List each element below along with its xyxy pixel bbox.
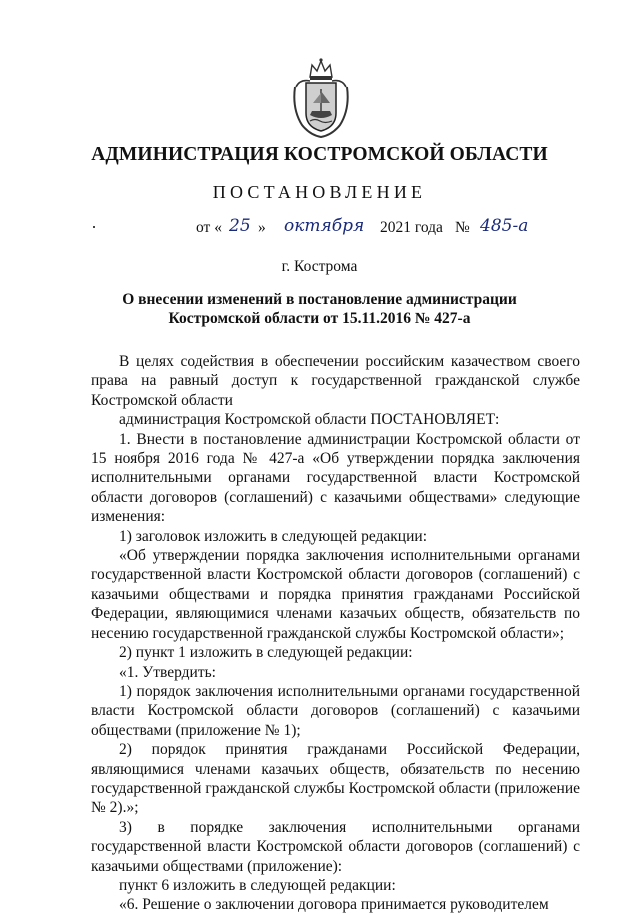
paragraph: 1) заголовок изложить в следующей редакции: (119, 527, 427, 545)
title-line: Костромской области от 15.11.2016 № 427-а (168, 310, 471, 327)
date-year: 2021 года (380, 219, 443, 236)
paragraph: администрация Костромской области ПОСТАНОВЛЯЕТ: (119, 411, 500, 429)
paragraph: «6. Решение о заключении договора принимается руководителем (119, 896, 549, 914)
date-day-handwritten: 25 (229, 216, 251, 236)
paragraph: «Об утверждении порядка заключения исполнительными органами государственной власти Костромской области договоров (соглашений) с казачьими обществами и порядка принятия гражданами Российской Федерации, являющимися членами казачьих обществ, обязательств по несению государственной гражданской службы Костромской области»; (91, 547, 580, 642)
paragraph: «1. Утвердить: (119, 663, 216, 681)
paragraph: 3) в порядке заключения исполнительными органами государственной власти Костромской области договоров (соглашений) с казачьими обществами (приложение): (91, 818, 580, 875)
number-sign: № (455, 219, 470, 236)
city: г. Кострома (281, 258, 358, 275)
paragraph: 1. Внести в постановление администрации Костромской области от 15 ноября 2016 года № 427-а «Об утверждении порядка заключения исполнительными органами государственной власти Костромской области договоров (соглашений) с казачьими обществами» следующие изменения: (91, 430, 580, 526)
scan-mark (93, 226, 95, 228)
document-title (0, 290, 639, 328)
document-type: ПОСТАНОВЛЕНИЕ (212, 182, 427, 202)
paragraph: пункт 6 изложить в следующей редакции: (119, 876, 396, 894)
title-line: О внесении изменений в постановление администрации (122, 291, 517, 308)
date-prefix: от « (196, 219, 222, 236)
doc-number-handwritten: 485-а (480, 216, 529, 236)
document-body (91, 352, 580, 915)
date-close-quote: » (258, 219, 266, 236)
date-month-handwritten: октября (284, 216, 365, 236)
paragraph: В целях содействия в обеспечении российским казачеством своего права на равный доступ к государственной гражданской службе Костромской области (91, 353, 580, 409)
organization-name: АДМИНИСТРАЦИЯ КОСТРОМСКОЙ ОБЛАСТИ (91, 144, 548, 165)
paragraph: 2) порядок принятия гражданами Российской Федерации, являющимися членами казачьих обществ, обязательств по несению государственной гражданской службы Костромской области (приложение № 2).»; (91, 741, 580, 817)
paragraph: 1) порядок заключения исполнительными органами государственной власти Костромской области договоров (соглашений) с казачьими обществами (приложение № 1); (91, 682, 580, 739)
coat-of-arms-icon (292, 57, 350, 139)
paragraph: 2) пункт 1 изложить в следующей редакции: (119, 644, 413, 662)
